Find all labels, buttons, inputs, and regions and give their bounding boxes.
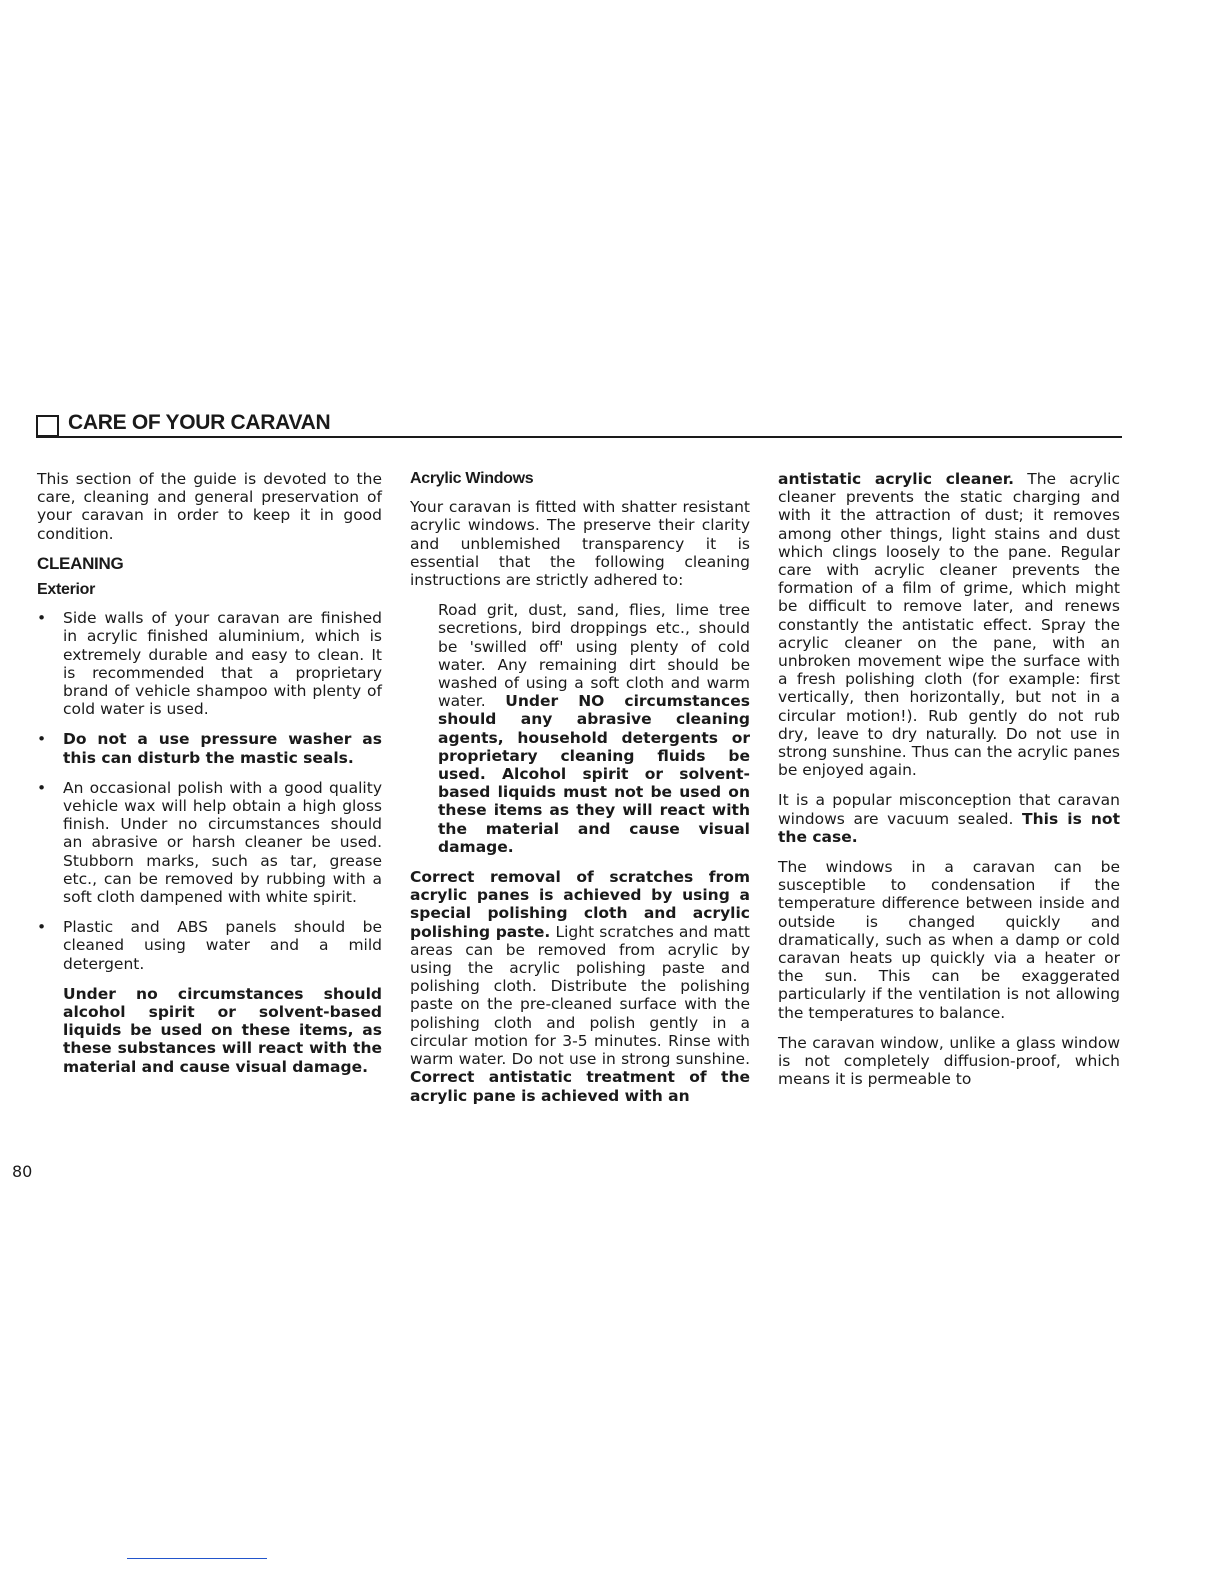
column-1	[37, 470, 382, 1088]
condensation-paragraph: The windows in a caravan can be susceptible to condensation if the temperature difference between inside and outside is changed quickly and dramatically, such as when a damp or cold caravan heats up quickly via a heater or the sun. This can be exaggerated particularly if the ventilation is not allowing the temperatures to balance.	[778, 858, 1120, 1022]
exterior-bullet-list	[37, 609, 382, 973]
acrylic-windows-heading: Acrylic Windows	[410, 470, 534, 487]
antistatic-cleaner-term: antistatic acrylic cleaner.	[778, 470, 1015, 488]
intro-paragraph: This section of the guide is devoted to the care, cleaning and general preservation of your caravan in order to keep it in good condition.	[37, 470, 382, 543]
scratch-removal-text: Light scratches and matt areas can be removed from acrylic by using the acrylic polishing paste and polishing cloth. Distribute the polishing paste on the pre-cleaned surface with the polishing cloth and polish gently in a circular motion for 3-5 minutes. Rinse with warm water. Do not use in strong sunshine.	[410, 922, 750, 1069]
bullet-side-walls: • Side walls of your caravan are finished in acrylic finished aluminium, which is extremely durable and easy to clean. It is recommended that a proprietary brand of vehicle shampoo with plenty of cold water is used.	[37, 609, 382, 718]
scratch-removal-lead: Correct removal of scratches from acrylic panes is achieved by using a special polishing cloth and acrylic polishing paste.	[410, 868, 750, 941]
diffusion-paragraph: The caravan window, unlike a glass window is not completely diffusion-proof, which means it is permeable to	[778, 1033, 1120, 1089]
column-3	[778, 470, 1120, 1101]
bullet-pressure-washer	[37, 730, 382, 766]
misconception-correction: This is not the case.	[778, 809, 1120, 846]
exterior-subheading: Exterior	[37, 581, 96, 599]
solvent-warning	[37, 985, 382, 1076]
bullet-plastic-panels: • Plastic and ABS panels should be cleaned using water and a mild detergent.	[37, 918, 382, 973]
antistatic-paragraph	[778, 470, 1120, 779]
acrylic-intro-paragraph: Your caravan is fitted with shatter resistant acrylic windows. The preserve their clarity and unblemished transparency it is essential that the following cleaning instructions are strictly adhered to:	[410, 498, 750, 590]
section-header	[36, 412, 1122, 438]
bullet-polish: • An occasional polish with a good quality vehicle wax will help obtain a high gloss finish. Under no circumstances should an abrasive or harsh cleaner be used. Stubborn marks, such as tar, grease etc., can be removed by rubbing with a soft cloth dampened with white spirit.	[37, 779, 382, 906]
instructions-text: Road grit, dust, sand, flies, lime tree secretions, bird droppings etc., should be 'swilled off' using plenty of cold water. Any remaining dirt should be washed of using a soft cloth and warm water.	[438, 601, 750, 711]
instructions-warning: Under NO circumstances should any abrasive cleaning agents, household detergents or proprietary cleaning fluids be used. Alcohol spirit or solvent-based liquids must not be used on these items as they will react with the material and cause visual damage.	[438, 692, 750, 856]
antistatic-lead: Correct antistatic treatment of the acrylic pane is achieved with an	[410, 1068, 750, 1105]
misconception-text: It is a popular misconception that caravan windows are vacuum sealed.	[778, 791, 1120, 828]
footer-rule	[127, 1558, 267, 1559]
misconception-paragraph	[778, 791, 1120, 846]
page-number: 80	[12, 1162, 33, 1181]
cleaning-instructions-block	[410, 601, 750, 856]
scratch-removal-paragraph	[410, 868, 750, 1105]
column-2	[410, 470, 750, 1117]
solvent-warning-text: Under no circumstances should alcohol spirit or solvent-based liquids be used on these items, as these substances will react with the material and cause visual damage.	[63, 984, 382, 1076]
checkbox-square-icon	[36, 415, 59, 437]
pressure-washer-text: Do not a use pressure washer as this can disturb the mastic seals.	[63, 730, 382, 767]
antistatic-text: The acrylic cleaner prevents the static charging and with it the attraction of dust; it removes among other things, light stains and dust which clings loosely to the pane. Regular care with acrylic cleaner prevents the formation of a film of grime, which might be difficult to remove later, and renews constantly the antistatic effect. Spray the acrylic cleaner on the pane, with an unbroken movement wipe the surface with a fresh polishing cloth (for example: first vertically, then horizontally, but not in a circular motion!). Rub gently do not rub dry, leave to dry naturally. Do not use in strong sunshine. Thus can the acrylic panes be enjoyed again.	[778, 470, 1120, 780]
section-title: CARE OF YOUR CARAVAN	[68, 411, 331, 434]
cleaning-heading: CLEANING	[37, 553, 124, 573]
